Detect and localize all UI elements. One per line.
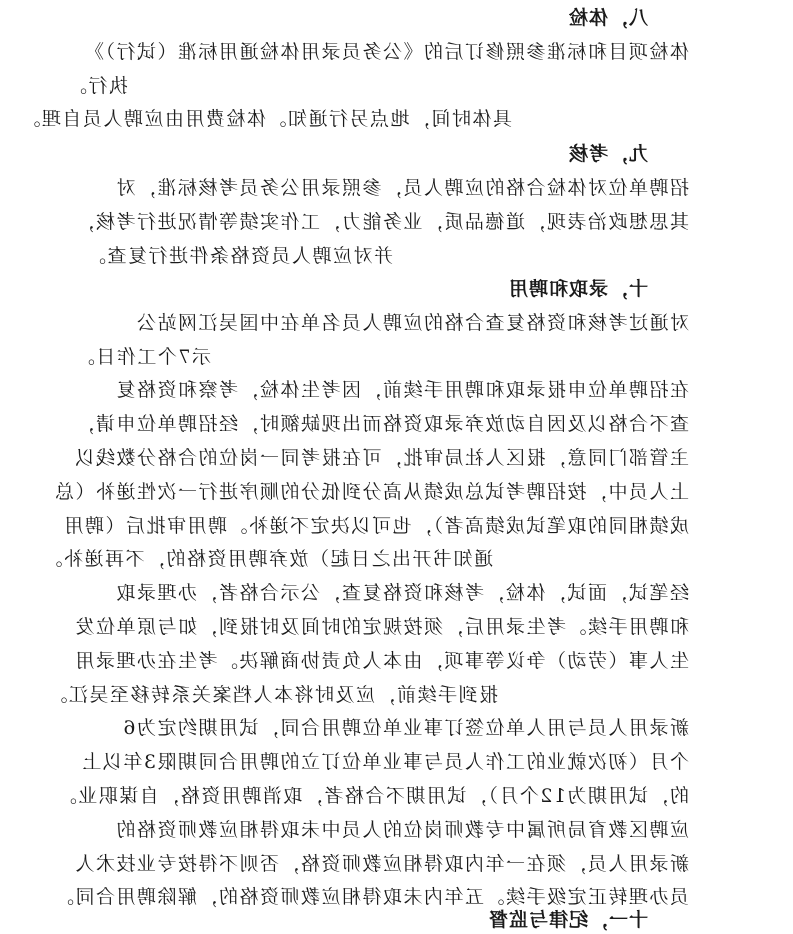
paragraph-line: 的，试用期为12个月），试用期不合格者，取消聘用资格，自谋职业。 (56, 785, 689, 807)
paragraph-line: 上人员中，按招聘考试总成绩从高分到低分的顺序进行一次性递补（总 (53, 481, 689, 503)
paragraph-line: 示7个工作日。 (74, 346, 211, 368)
paragraph-line: 具体时间，地点另行通知。体检费用由应聘人员自理。 (19, 108, 512, 130)
paragraph-line: 执行。 (66, 75, 128, 97)
paragraph-line: 对通过考核和资格复查合格的应聘人员名单在中国吴江网站公 (135, 312, 689, 334)
paragraph-line: 和聘用手续。考生录用后，须按规定的时间及时报到，如与原单位发 (73, 616, 689, 638)
section-heading-physical-exam: 八，体检 (567, 7, 648, 29)
paragraph-line: 其思想政治表现，道德品质，业务能力，工作实绩等情况进行考核， (73, 211, 689, 233)
paragraph-line: 员办理转正定级手续。五年内未取得相应教师资格的，解除聘用合同。 (53, 886, 689, 908)
paragraph-line: 应聘区教育局所属中专教师岗位的人员中未取得相应教师资格的 (114, 819, 689, 841)
paragraph-line: 并对应聘人员资格条件进行复查。 (85, 245, 393, 267)
paragraph-line: 体检项目和标准参照修订后的《公务员录用体检通用标准（试行）》 (83, 41, 689, 63)
paragraph-line: 成绩相同的取笔试成绩高者），也可以决定不递补。聘用审批后（聘用 (62, 515, 689, 537)
paragraph-line: 在招聘单位申报录取和聘用手续前，因考生体检，考察和资格复 (114, 379, 689, 401)
section-heading-discipline: 十一，纪律与监督 (487, 909, 648, 931)
paragraph-line: 生人事（劳动）争议等事项，由本人负责协商解决。考生在办理录用 (73, 650, 689, 672)
section-heading-assessment: 九，考核 (567, 143, 648, 165)
paragraph-line: 通知书开出之日起）放弃聘用资格的，不再递补。 (41, 548, 493, 570)
paragraph-line: 个月（初次就业的工作人员与事业单位订立的聘用合同期限3年以上 (80, 751, 689, 773)
paragraph-line: 查不合格以及因自动放弃录取资格而出现缺额时，经招聘单位申请， (73, 413, 689, 435)
paragraph-line: 经笔试，面试，体检，考核和资格复查，公示合格者，办理录取 (114, 582, 689, 604)
paragraph-line: 新录用人员与用人单位签订事业单位聘用合同，试用期约定为6 (121, 717, 689, 739)
paragraph-line: 新录用人员，须在一年内取得相应教师资格，否则不得按专业技术人 (73, 853, 689, 875)
paragraph-line: 报到手续前，应及时将本人档案关系转移至吴江。 (46, 684, 498, 706)
section-heading-admission: 十，录取和聘用 (507, 278, 648, 300)
paragraph-line: 主管部门同意，报区人社局审批，可在报考同一岗位的合格分数线以 (73, 447, 689, 469)
paragraph-line: 招聘单位对体检合格的应聘人员，参照录用公务员考核标准，对 (114, 177, 689, 199)
